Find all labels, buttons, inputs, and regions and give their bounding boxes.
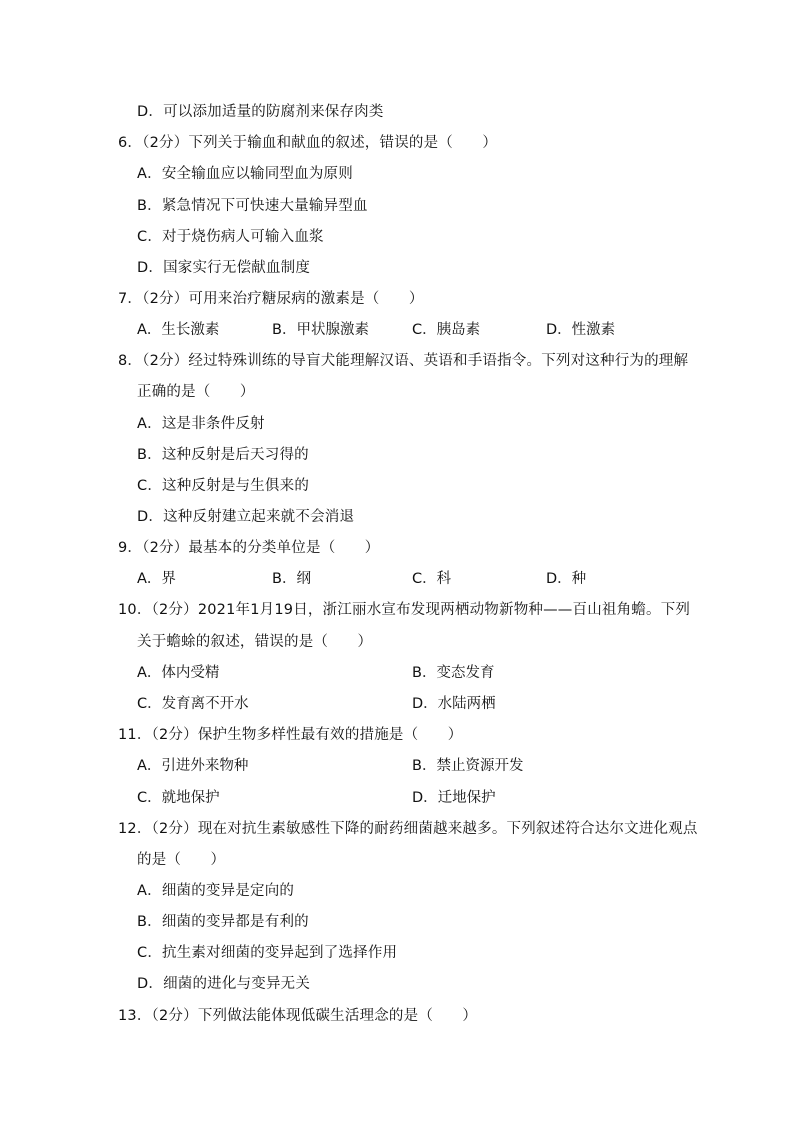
q7-stem: 7．（2分）可用来治疗糖尿病的激素是（ ） [118, 291, 424, 307]
q12-stem-line2: 的是（ ） [137, 852, 226, 868]
q11-option-a: A．引进外来物种 [137, 758, 249, 774]
q9-option-a: A．界 [137, 571, 176, 587]
q6-option-b: B．紧急情况下可快速大量输异型血 [137, 198, 368, 214]
q11-option-b: B．禁止资源开发 [412, 758, 524, 774]
q9-option-c: C．科 [412, 571, 452, 587]
q12-option-b: B．细菌的变异都是有利的 [137, 914, 309, 930]
q10-option-b: B．变态发育 [412, 665, 495, 681]
q13-stem: 13．（2分）下列做法能体现低碳生活理念的是（ ） [118, 1008, 478, 1024]
q7-option-c: C．胰岛素 [412, 322, 481, 338]
q10-stem-line1: 10．（2分）2021年1月19日，浙江丽水宣布发现两栖动物新物种——百山祖角蟾。下列 [118, 602, 691, 618]
q12-option-d: D．细菌的进化与变异无关 [137, 976, 311, 992]
q9-option-b: B．纲 [272, 571, 311, 587]
q12-option-a: A．细菌的变异是定向的 [137, 883, 295, 899]
q11-option-c: C．就地保护 [137, 790, 220, 806]
q8-option-d: D．这种反射建立起来就不会消退 [137, 509, 355, 525]
q12-option-c: C．抗生素对细菌的变异起到了选择作用 [137, 945, 398, 961]
q6-option-a: A．安全输血应以输同型血为原则 [137, 166, 353, 182]
q10-option-d: D．水陆两栖 [412, 696, 496, 712]
q11-option-d: D．迁地保护 [412, 790, 496, 806]
q8-option-b: B．这种反射是后天习得的 [137, 447, 309, 463]
q6-stem: 6．（2分）下列关于输血和献血的叙述，错误的是（ ） [118, 135, 498, 151]
q8-stem-line2: 正确的是（ ） [137, 384, 255, 400]
q10-option-c: C．发育离不开水 [137, 696, 249, 712]
q5-option-d: D．可以添加适量的防腐剂来保存肉类 [137, 104, 384, 120]
q9-stem: 9．（2分）最基本的分类单位是（ ） [118, 540, 380, 556]
q7-option-b: B．甲状腺激素 [272, 322, 369, 338]
q6-option-c: C．对于烧伤病人可输入血浆 [137, 229, 324, 245]
q12-stem-line1: 12．（2分）现在对抗生素敏感性下降的耐药细菌越来越多。下列叙述符合达尔文进化观点 [118, 821, 698, 837]
q6-option-d: D．国家实行无偿献血制度 [137, 260, 311, 276]
q8-stem-line1: 8．（2分）经过特殊训练的导盲犬能理解汉语、英语和手语指令。下列对这种行为的理解 [118, 353, 689, 369]
q9-option-d: D．种 [546, 571, 587, 587]
q7-option-d: D．性激素 [546, 322, 616, 338]
q11-stem: 11．（2分）保护生物多样性最有效的措施是（ ） [118, 727, 463, 743]
q8-option-c: C．这种反射是与生俱来的 [137, 478, 310, 494]
q7-option-a: A．生长激素 [137, 322, 220, 338]
q10-option-a: A．体内受精 [137, 665, 220, 681]
q8-option-a: A．这是非条件反射 [137, 416, 265, 432]
q10-stem-line2: 关于蟾蜍的叙述，错误的是（ ） [137, 634, 373, 650]
